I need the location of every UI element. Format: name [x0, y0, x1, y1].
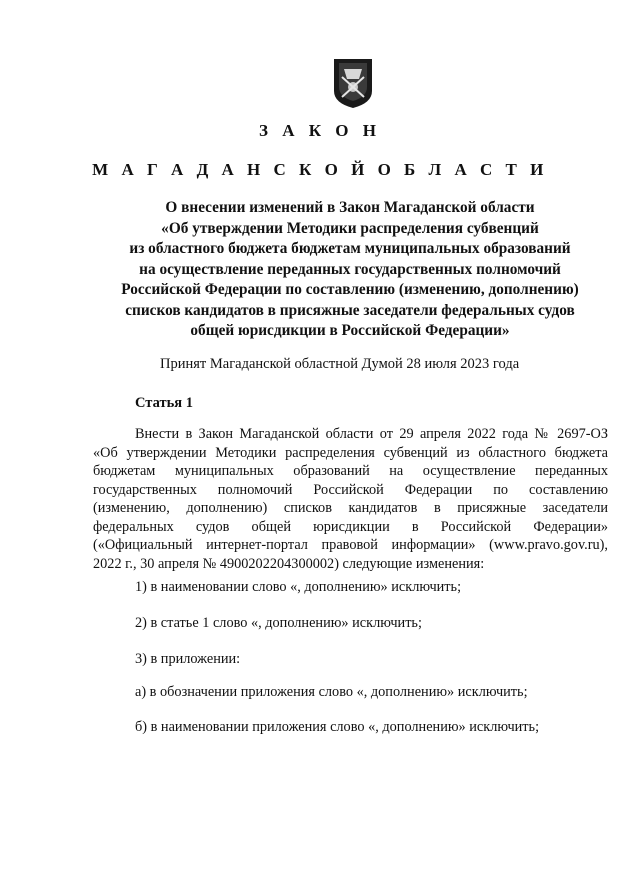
paragraph-line: «Об утверждении Методики распределения субвенций из областного бюджета — [93, 444, 608, 461]
paragraph-line: 2022 г., 30 апреля № 4900202204300002) следующие изменения: — [93, 555, 485, 572]
amendment-item: а) в обозначении приложения слово «, дополнению» исключить; — [135, 684, 528, 700]
paragraph-line: Внести в Закон Магаданской области от 29 апреля 2022 года № 2697-ОЗ — [135, 426, 608, 442]
title-line: из областного бюджета бюджетам муниципальных образований — [129, 240, 571, 257]
article-paragraph — [93, 425, 608, 573]
paragraph-line: (изменению, дополнению) списков кандидатов в присяжные заседатели — [93, 500, 608, 516]
title-line: списков кандидатов в присяжные заседатели федеральных судов — [125, 301, 575, 319]
paragraph-line: («Официальный интернет-портал правовой информации» (www.pravo.gov.ru), — [93, 537, 608, 553]
title-line: О внесении изменений в Закон Магаданской области — [165, 199, 535, 216]
law-title — [60, 198, 640, 342]
title-line: на осуществление переданных государственных полномочий — [139, 260, 561, 278]
document-type-heading: З А К О Н — [258, 121, 382, 140]
amendment-item: 2) в статье 1 слово «, дополнению» исключить; — [135, 615, 422, 631]
title-line: Российской Федерации по составлению (изменению, дополнению) — [121, 281, 579, 298]
paragraph-line: федеральных судов общей юрисдикции в Российской Федерации» — [93, 518, 608, 535]
amendment-item: б) в наименовании приложения слово «, дополнению» исключить; — [135, 719, 540, 735]
amendment-item: 1) в наименовании слово «, дополнению» исключить; — [135, 579, 462, 595]
region-heading: М А Г А Д А Н С К О Й О Б Л А С Т И — [92, 160, 548, 179]
amendment-item: 3) в приложении: — [135, 651, 241, 667]
coat-of-arms-icon — [332, 57, 374, 109]
article-heading: Статья 1 — [135, 395, 193, 411]
title-line: общей юрисдикции в Российской Федерации» — [190, 322, 510, 339]
paragraph-line: государственных полномочий Российской Федерации по составлению — [93, 481, 608, 498]
adoption-note: Принят Магаданской областной Думой 28 июля 2023 года — [160, 356, 520, 372]
title-line: «Об утверждении Методики распределения субвенций — [161, 219, 539, 237]
paragraph-line: бюджетам муниципальных образований на осуществление переданных — [93, 463, 608, 479]
